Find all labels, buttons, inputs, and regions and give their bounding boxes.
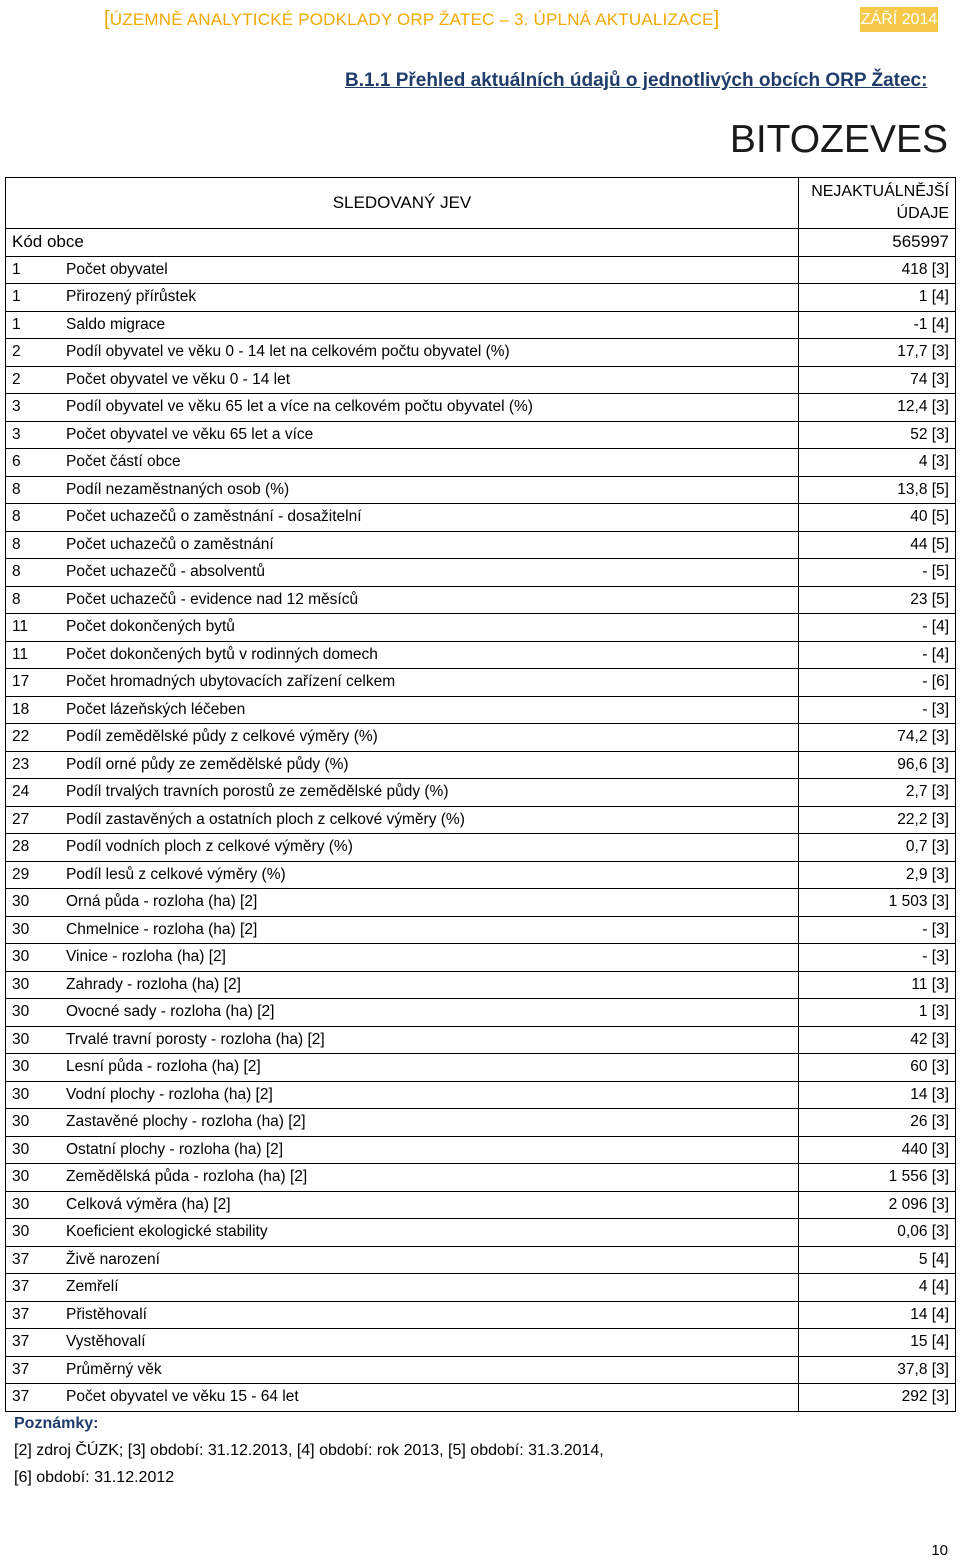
row-name: Podíl lesů z celkové výměry (%): [60, 861, 799, 889]
table-body: [6, 256, 956, 1411]
row-value: 5 [4]: [799, 1246, 956, 1274]
notes-line-2: [6] období: 31.12.2012: [14, 1469, 175, 1486]
section-title: B.1.1 Přehled aktuálních údajů o jednotlivých obcích ORP Žatec:: [345, 70, 928, 91]
row-name: Zastavěné plochy - rozloha (ha) [2]: [60, 1109, 799, 1137]
kod-obce-value: 565997: [799, 229, 956, 257]
row-name: Přirozený přírůstek: [60, 284, 799, 312]
row-code: 30: [6, 1191, 61, 1219]
table-row: [6, 724, 956, 752]
table-row: [6, 449, 956, 477]
row-code: 22: [6, 724, 61, 752]
row-value: 42 [3]: [799, 1026, 956, 1054]
row-code: 30: [6, 1081, 61, 1109]
row-name: Počet obyvatel ve věku 15 - 64 let: [60, 1384, 799, 1412]
row-value: 4 [4]: [799, 1274, 956, 1302]
row-value: 0,06 [3]: [799, 1219, 956, 1247]
row-code: 6: [6, 449, 61, 477]
table-row: [6, 669, 956, 697]
table-row: [6, 394, 956, 422]
row-name: Počet obyvatel ve věku 65 let a více: [60, 421, 799, 449]
row-value: 17,7 [3]: [799, 339, 956, 367]
kod-obce-label: Kód obce: [6, 229, 799, 257]
row-value: 11 [3]: [799, 971, 956, 999]
row-code: 29: [6, 861, 61, 889]
table-row: [6, 806, 956, 834]
row-code: 37: [6, 1246, 61, 1274]
column-header-value: [799, 178, 956, 229]
table-row: [6, 421, 956, 449]
row-name: Vystěhovalí: [60, 1329, 799, 1357]
row-name: Zahrady - rozloha (ha) [2]: [60, 971, 799, 999]
table-row: [6, 1219, 956, 1247]
row-code: 24: [6, 779, 61, 807]
row-name: Počet hromadných ubytovacích zařízení celkem: [60, 669, 799, 697]
row-name: Koeficient ekologické stability: [60, 1219, 799, 1247]
table-row: [6, 559, 956, 587]
row-value: 37,8 [3]: [799, 1356, 956, 1384]
row-name: Zemědělská půda - rozloha (ha) [2]: [60, 1164, 799, 1192]
table-row: [6, 641, 956, 669]
row-name: Počet obyvatel: [60, 256, 799, 284]
row-code: 8: [6, 476, 61, 504]
table-row: [6, 586, 956, 614]
row-code: 28: [6, 834, 61, 862]
row-name: Přistěhovalí: [60, 1301, 799, 1329]
row-code: 1: [6, 256, 61, 284]
row-name: Podíl vodních ploch z celkové výměry (%): [60, 834, 799, 862]
row-value: 44 [5]: [799, 531, 956, 559]
row-name: Vinice - rozloha (ha) [2]: [60, 944, 799, 972]
table-row: [6, 944, 956, 972]
row-value: 40 [5]: [799, 504, 956, 532]
municipality-name: BITOZEVES: [729, 118, 948, 161]
row-value: - [3]: [799, 696, 956, 724]
table-row: [6, 1274, 956, 1302]
row-code: 30: [6, 999, 61, 1027]
row-code: 30: [6, 1136, 61, 1164]
row-value: - [4]: [799, 641, 956, 669]
table-row: [6, 339, 956, 367]
row-name: Počet dokončených bytů v rodinných domech: [60, 641, 799, 669]
page-number: 10: [931, 1542, 948, 1559]
row-code: 1: [6, 311, 61, 339]
row-code: 37: [6, 1301, 61, 1329]
row-code: 11: [6, 614, 61, 642]
row-name: Živě narození: [60, 1246, 799, 1274]
row-value: - [3]: [799, 944, 956, 972]
table-row: [6, 751, 956, 779]
row-code: 3: [6, 421, 61, 449]
table-row: [6, 861, 956, 889]
table-row: [6, 889, 956, 917]
header-bracket-open: [: [104, 8, 110, 30]
row-value: 22,2 [3]: [799, 806, 956, 834]
row-value: - [4]: [799, 614, 956, 642]
row-name: Počet uchazečů o zaměstnání: [60, 531, 799, 559]
row-value: - [6]: [799, 669, 956, 697]
row-name: Lesní půda - rozloha (ha) [2]: [60, 1054, 799, 1082]
row-name: Podíl orné půdy ze zemědělské půdy (%): [60, 751, 799, 779]
notes-line-1: [2] zdroj ČÚZK; [3] období: 31.12.2013, [4] období: rok 2013, [5] období: 31.3.2014,: [14, 1442, 604, 1459]
table-row: [6, 614, 956, 642]
table-row: [6, 1136, 956, 1164]
column-header-jev: SLEDOVANÝ JEV: [6, 178, 799, 229]
table-row: [6, 1301, 956, 1329]
row-value: 1 503 [3]: [799, 889, 956, 917]
row-name: Zemřelí: [60, 1274, 799, 1302]
row-value: 52 [3]: [799, 421, 956, 449]
row-code: 37: [6, 1329, 61, 1357]
row-code: 23: [6, 751, 61, 779]
row-value: 292 [3]: [799, 1384, 956, 1412]
table-row: [6, 916, 956, 944]
row-value: 4 [3]: [799, 449, 956, 477]
row-code: 2: [6, 366, 61, 394]
row-name: Podíl zastavěných a ostatních ploch z celkové výměry (%): [60, 806, 799, 834]
row-name: Podíl trvalých travních porostů ze zemědělské půdy (%): [60, 779, 799, 807]
table-row: [6, 1026, 956, 1054]
row-code: 2: [6, 339, 61, 367]
table-row: [6, 1356, 956, 1384]
header-bracket-close: ]: [713, 8, 720, 30]
row-code: 30: [6, 1054, 61, 1082]
row-value: 0,7 [3]: [799, 834, 956, 862]
row-name: Ostatní plochy - rozloha (ha) [2]: [60, 1136, 799, 1164]
row-value: 1 [4]: [799, 284, 956, 312]
row-value: 418 [3]: [799, 256, 956, 284]
table-row: [6, 1191, 956, 1219]
row-name: Počet uchazečů - evidence nad 12 měsíců: [60, 586, 799, 614]
row-value: -1 [4]: [799, 311, 956, 339]
row-value: 15 [4]: [799, 1329, 956, 1357]
table-row: [6, 504, 956, 532]
row-code: 30: [6, 1109, 61, 1137]
row-value: 74,2 [3]: [799, 724, 956, 752]
row-value: 96,6 [3]: [799, 751, 956, 779]
table-header-row: [6, 178, 956, 229]
row-value: 26 [3]: [799, 1109, 956, 1137]
row-value: - [3]: [799, 916, 956, 944]
row-code: 8: [6, 531, 61, 559]
row-name: Počet lázeňských léčeben: [60, 696, 799, 724]
row-code: 37: [6, 1356, 61, 1384]
row-value: 1 556 [3]: [799, 1164, 956, 1192]
row-name: Průměrný věk: [60, 1356, 799, 1384]
row-name: Počet obyvatel ve věku 0 - 14 let: [60, 366, 799, 394]
row-code: 37: [6, 1384, 61, 1412]
row-code: 30: [6, 1219, 61, 1247]
row-code: 17: [6, 669, 61, 697]
table-row: [6, 1164, 956, 1192]
header-title: ÚZEMNĚ ANALYTICKÉ PODKLADY ORP ŽATEC – 3. ÚPLNÁ AKTUALIZACE: [109, 10, 714, 29]
row-name: Trvalé travní porosty - rozloha (ha) [2]: [60, 1026, 799, 1054]
row-value: 2,7 [3]: [799, 779, 956, 807]
table-row: [6, 311, 956, 339]
row-code: 8: [6, 559, 61, 587]
row-code: 18: [6, 696, 61, 724]
table-row: [6, 476, 956, 504]
row-value: 13,8 [5]: [799, 476, 956, 504]
table-row: [6, 779, 956, 807]
row-value: 1 [3]: [799, 999, 956, 1027]
table-row: [6, 366, 956, 394]
notes: [14, 1410, 604, 1491]
row-name: Podíl zemědělské půdy z celkové výměry (%): [60, 724, 799, 752]
row-code: 8: [6, 586, 61, 614]
table-row: [6, 1054, 956, 1082]
row-code: 3: [6, 394, 61, 422]
row-code: 11: [6, 641, 61, 669]
table-row: [6, 1081, 956, 1109]
column-header-value-line2: ÚDAJE: [896, 205, 949, 222]
row-code: 8: [6, 504, 61, 532]
row-code: 30: [6, 944, 61, 972]
row-name: Orná půda - rozloha (ha) [2]: [60, 889, 799, 917]
row-code: 30: [6, 1164, 61, 1192]
row-value: 14 [4]: [799, 1301, 956, 1329]
table-row: [6, 971, 956, 999]
row-name: Celková výměra (ha) [2]: [60, 1191, 799, 1219]
row-name: Počet uchazečů o zaměstnání - dosažitelní: [60, 504, 799, 532]
row-value: 2 096 [3]: [799, 1191, 956, 1219]
row-name: Ovocné sady - rozloha (ha) [2]: [60, 999, 799, 1027]
table-row: [6, 284, 956, 312]
row-name: Počet částí obce: [60, 449, 799, 477]
row-code: 1: [6, 284, 61, 312]
row-code: 30: [6, 889, 61, 917]
row-code: 27: [6, 806, 61, 834]
table-row: [6, 256, 956, 284]
table-row: [6, 999, 956, 1027]
row-name: Podíl obyvatel ve věku 65 let a více na celkovém počtu obyvatel (%): [60, 394, 799, 422]
table-row: [6, 1329, 956, 1357]
row-name: Vodní plochy - rozloha (ha) [2]: [60, 1081, 799, 1109]
row-value: 440 [3]: [799, 1136, 956, 1164]
table-row: [6, 531, 956, 559]
table-row: [6, 696, 956, 724]
row-name: Počet dokončených bytů: [60, 614, 799, 642]
document-header: [104, 8, 719, 31]
table-row: [6, 834, 956, 862]
row-value: 60 [3]: [799, 1054, 956, 1082]
kod-obce-row: [6, 229, 956, 257]
row-name: Podíl nezaměstnaných osob (%): [60, 476, 799, 504]
row-name: Chmelnice - rozloha (ha) [2]: [60, 916, 799, 944]
row-code: 37: [6, 1274, 61, 1302]
row-value: - [5]: [799, 559, 956, 587]
header-date: ZÁŘÍ 2014: [860, 7, 938, 32]
column-header-value-line1: NEJAKTUÁLNĚJŠÍ: [811, 183, 949, 200]
table-row: [6, 1246, 956, 1274]
row-name: Počet uchazečů - absolventů: [60, 559, 799, 587]
row-value: 14 [3]: [799, 1081, 956, 1109]
row-value: 23 [5]: [799, 586, 956, 614]
row-code: 30: [6, 971, 61, 999]
table-row: [6, 1109, 956, 1137]
row-name: Podíl obyvatel ve věku 0 - 14 let na celkovém počtu obyvatel (%): [60, 339, 799, 367]
row-code: 30: [6, 916, 61, 944]
row-code: 30: [6, 1026, 61, 1054]
data-table: [5, 177, 956, 1412]
row-value: 2,9 [3]: [799, 861, 956, 889]
table-row: [6, 1384, 956, 1412]
row-name: Saldo migrace: [60, 311, 799, 339]
row-value: 12,4 [3]: [799, 394, 956, 422]
row-value: 74 [3]: [799, 366, 956, 394]
notes-title: Poznámky:: [14, 1415, 99, 1432]
